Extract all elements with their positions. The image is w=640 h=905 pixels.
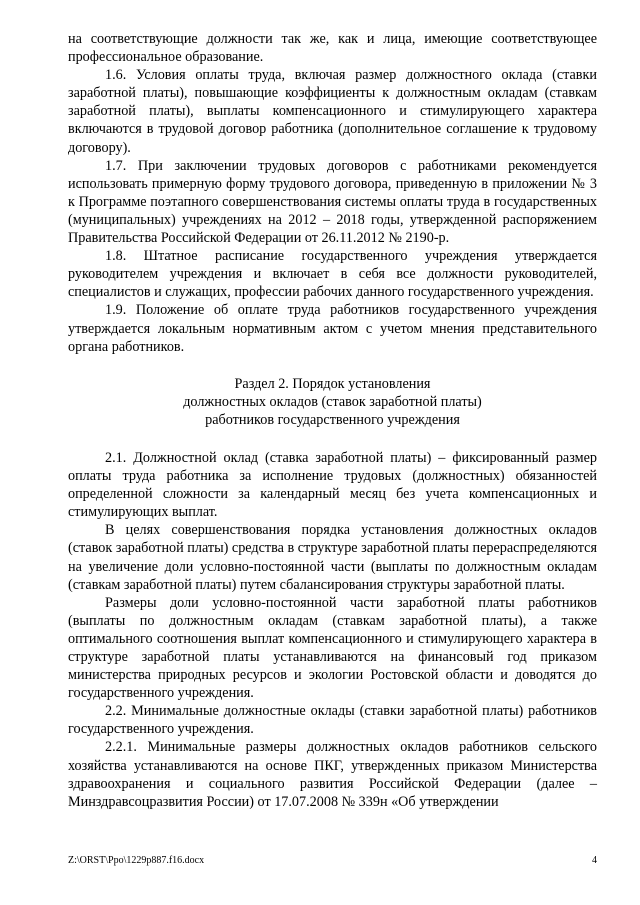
paragraph: 1.6. Условия оплаты труда, включая размер должностного оклада (ставки заработной платы), повышающие коэффициенты к должностным окладам (ставкам заработной платы), выплаты компенсационного и стимулирующего характера включаются в трудовой договор работника (дополнительное соглашение к трудовому договору). [68,67,597,156]
paragraphs-section-2 [68,449,597,811]
paragraphs-section-1 [68,30,597,356]
spacer [68,429,597,449]
paragraph: 1.9. Положение об оплате труда работников государственного учреждения утверждается локальным нормативным актом с учетом мнения представительного органа работников. [68,302,597,355]
paragraph: 2.2.1. Минимальные размеры должностных окладов работников сельского хозяйства устанавливаются на основе ПКГ, утвержденных приказом Министерства здравоохранения и социального развития Российской Федерации (далее – Минздравсоцразвития России) от 17.07.2008 № 339н «Об утверждении [68,739,597,810]
paragraph: на соответствующие должности так же, как и лица, имеющие соответствующее профессиональное образование. [68,31,597,66]
page-number: 4 [592,855,597,866]
section-heading-line: Раздел 2. Порядок установления [234,375,431,392]
section-heading [68,375,597,429]
footer-file-path: Z:\ORST\Ppo\1229p887.f16.docx [68,855,205,866]
section-heading-line: должностных окладов (ставок заработной платы) [183,393,482,410]
paragraph: Размеры доли условно-постоянной части заработной платы работников (выплаты по должностным окладам (ставкам заработной платы), а также оптимального соотношения выплат компенсационного и стимулирующего характера в структуре заработной платы устанавливаются на финансовый год приказом министерства природных ресурсов и экологии Ростовской области и доводятся до государственного учреждения. [68,594,597,702]
spacer [68,356,597,375]
paragraph: В целях совершенствования порядка установления должностных окладов (ставок заработной платы) средства в структуре заработной платы перераспределяются на увеличение доли условно-постоянной части (выплаты по должностным окладам (ставкам заработной платы) путем сбалансирования структуры заработной платы. [68,522,597,593]
paragraph: 2.2. Минимальные должностные оклады (ставки заработной платы) работников государственного учреждения. [68,703,597,738]
paragraph: 1.7. При заключении трудовых договоров с работниками рекомендуется использовать примерную форму трудового договора, приведенную в приложении № 3 к Программе поэтапного совершенствования системы оплаты труда в государственных (муниципальных) учреждениях на 2012 – 2018 годы, утвержденной распоряжением Правительства Российской Федерации от 26.11.2012 № 2190-р. [68,157,597,247]
section-heading-line: работников государственного учреждения [205,411,460,428]
paragraph: 2.1. Должностной оклад (ставка заработной платы) – фиксированный размер оплаты труда работника за исполнение трудовых (должностных) обязанностей определенной сложности за календарный месяц без учета компенсационных и стимулирующих выплат. [68,449,597,521]
paragraph: 1.8. Штатное расписание государственного учреждения утверждается руководителем учреждения и включает в себя все должности руководителей, специалистов и служащих, профессии рабочих данного государственного учреждения. [68,248,597,301]
document-page [68,30,597,811]
